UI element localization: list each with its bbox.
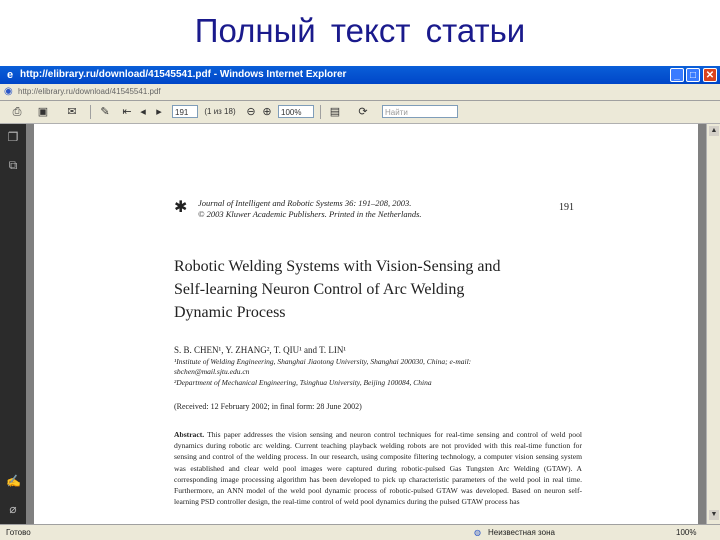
pages-panel-icon[interactable]: ❐ (7, 130, 19, 144)
save-icon[interactable]: ▣ (37, 106, 49, 118)
article-title-line-3: Dynamic Process (174, 304, 286, 321)
pdf-side-panel (0, 124, 26, 524)
bookmarks-panel-icon[interactable]: ⧉ (8, 158, 18, 172)
affiliation-2: ²Department of Mechanical Engineering, Tsinghua University, Beijing 100084, China (174, 378, 432, 387)
zoom-out-icon[interactable]: ⊖ (246, 106, 256, 118)
page-total-label: (1 из 18) (204, 107, 236, 116)
abstract-paragraph (174, 429, 582, 524)
article-authors: S. B. CHEN¹, Y. ZHANG², T. QIU¹ and T. LIN¹ (174, 345, 347, 355)
internet-explorer-icon: e (6, 69, 14, 81)
status-bar (0, 524, 720, 540)
page-number-input[interactable]: 191 (172, 105, 198, 118)
security-zone: Неизвестная зона (488, 528, 555, 537)
zoom-in-icon[interactable]: ⊕ (262, 106, 272, 118)
status-text: Готово (6, 528, 31, 537)
minimize-button[interactable]: _ (670, 68, 684, 82)
page-number: 191 (559, 202, 574, 213)
attachments-panel-icon[interactable]: ⌀ (9, 502, 17, 516)
slide-title: Полный текст статьи (194, 12, 526, 49)
comment-icon[interactable]: ✎ (100, 106, 110, 118)
fit-page-icon[interactable]: ▤ (329, 106, 341, 118)
maximize-button[interactable]: □ (686, 68, 700, 82)
address-bar (0, 84, 720, 101)
status-zoom[interactable]: 100% (676, 528, 697, 537)
pdf-page (34, 124, 698, 524)
print-icon[interactable]: ⎙ (12, 106, 22, 118)
affiliation-1-email: sbchen@mail.sjtu.edu.cn (174, 367, 250, 376)
page-icon: ◉ (4, 86, 13, 97)
scroll-down-icon[interactable]: ▼ (710, 511, 718, 518)
close-button[interactable]: ✕ (703, 68, 717, 82)
scroll-up-icon[interactable]: ▲ (710, 127, 718, 134)
next-page-icon[interactable]: ▸ (156, 106, 162, 118)
article-title-line-1: Robotic Welding Systems with Vision-Sensing and (174, 258, 501, 275)
abstract-text: This paper addresses the vision sensing and neuron control techniques for real-time sensing and control of weld pool dynamics during robotic arc welding. Current teaching playback welding robots are not provided with this real-time function for sensing and control of the welding process. In our research, using composite filtering technology, a computer vision sensing system was established and clear weld pool images were captured during robotic-pulsed Gas Tungsten Arc Welding (GTAW). A corresponding image processing algorithm has been developed to pick up characteristic parameters of the weld pool in real time. Furthermore, an ANN model of the weld pool dynamic process of robotic-pulsed GTAW was developed. Based on neuron self-learning PSD controller design, the real-time control of weld pool dynamics during the pulsed GTAW process has (174, 430, 582, 507)
affiliation-1: ¹Institute of Welding Engineering, Shanghai Jiaotong University, Shanghai 200030, China; e-mail: (174, 357, 472, 366)
vertical-scrollbar[interactable] (706, 124, 720, 524)
window-titlebar (0, 66, 720, 84)
window-title: http://elibrary.ru/download/41545541.pdf - Windows Internet Explorer (20, 69, 347, 80)
pdf-toolbar (0, 101, 720, 124)
received-dates: (Received: 12 February 2002; in final form: 28 June 2002) (174, 402, 362, 411)
journal-line-1: Journal of Intelligent and Robotic Systems 36: 191–208, 2003. (198, 198, 412, 208)
browser-window (0, 66, 720, 540)
signatures-icon[interactable]: ✍ (6, 474, 21, 488)
zoom-select[interactable]: 100% (278, 105, 314, 118)
document-area (26, 124, 706, 524)
publisher-logo: ✱ (174, 199, 188, 216)
attach-icon[interactable]: ✉ (67, 106, 77, 118)
first-page-icon[interactable]: ⇤ (122, 106, 132, 118)
address-input[interactable]: http://elibrary.ru/download/41545541.pdf (18, 87, 161, 96)
article-title-line-2: Self-learning Neuron Control of Arc Welding (174, 281, 465, 298)
rotate-icon[interactable]: ⟳ (358, 106, 368, 118)
toolbar-divider (320, 105, 321, 119)
journal-line-2: © 2003 Kluwer Academic Publishers. Printed in the Netherlands. (198, 209, 422, 219)
toolbar-divider (90, 105, 91, 119)
previous-page-icon[interactable]: ◂ (140, 106, 146, 118)
abstract-label: Abstract. (174, 430, 205, 439)
find-input[interactable]: Найти (382, 105, 458, 118)
globe-icon: ◍ (474, 528, 481, 537)
